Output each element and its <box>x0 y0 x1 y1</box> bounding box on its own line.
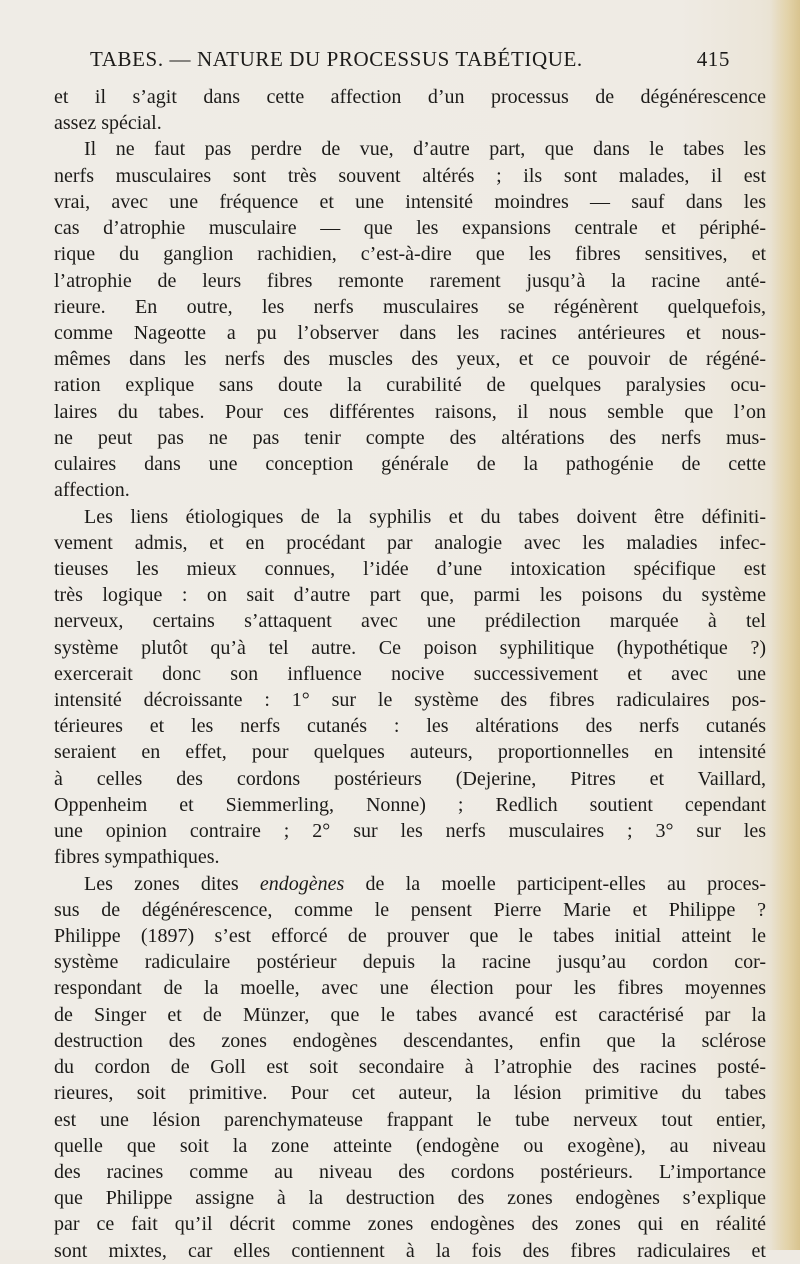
text-line: une opinion contraire ; 2° sur les nerfs musculaires ; 3° sur les <box>54 820 766 843</box>
text-line: mêmes dans les nerfs des muscles des yeux, et ce pouvoir de régéné- <box>54 348 766 371</box>
text-line: assez spécial. <box>54 112 162 135</box>
paragraph <box>54 504 766 871</box>
body-text <box>54 84 766 1264</box>
text-line: destruction des zones endogènes descendantes, enfin que la sclérose <box>54 1029 766 1052</box>
text-line: très logique : on sait d’autre part que, parmi les poisons du système <box>54 584 766 607</box>
text-line: Philippe (1897) s’est efforcé de prouver que le tabes initial atteint le <box>54 925 766 947</box>
text-line: vement admis, et en procédant par analogie avec les maladies infec- <box>54 531 766 554</box>
text-line: rieure. En outre, les nerfs musculaires se régénèrent quelquefois, <box>54 295 766 318</box>
text-line: vrai, avec une fréquence et une intensité moindres — sauf dans les <box>54 190 766 213</box>
text-line: nerveux, certains s’attaquent avec une prédilection marquée à tel <box>54 610 766 633</box>
text-run: de la moelle participent-elles au proces- <box>344 872 766 895</box>
text-line <box>54 871 766 897</box>
paragraph <box>54 84 766 136</box>
text-line: sont mixtes, car elles contiennent à la fois des fibres radiculaires et <box>54 1239 766 1262</box>
text-line: Il ne faut pas perdre de vue, d’autre part, que dans le tabes les <box>84 138 766 161</box>
text-line: système plutôt qu’à tel autre. Ce poison syphilitique (hypothétique ?) <box>54 636 766 659</box>
italic-term: endogènes <box>259 872 345 895</box>
text-line: culaires dans une conception générale de la pathogénie de cette <box>54 453 766 476</box>
text-line: que Philippe assigne à la destruction des zones endogènes s’explique <box>54 1187 766 1210</box>
text-line: l’atrophie de leurs fibres remonte rarement jusqu’à la racine anté- <box>54 269 766 292</box>
text-line: est une lésion parenchymateuse frappant le tube nerveux tout entier, <box>54 1108 766 1131</box>
text-line: affection. <box>54 479 130 502</box>
text-line: respondant de la moelle, avec une élection pour les fibres moyennes <box>54 977 766 1000</box>
text-line: exercerait donc son influence nocive successivement et avec une <box>54 662 766 685</box>
running-title: TABES. — NATURE DU PROCESSUS TABÉTIQUE. <box>90 47 583 71</box>
text-line: rique du ganglion rachidien, c’est-à-dire que les fibres sensitives, et <box>54 243 766 266</box>
text-line: cas d’atrophie musculaire — que les expansions centrale et périphé- <box>54 217 766 240</box>
text-line: ration explique sans doute la curabilité de quelques paralysies ocu- <box>54 374 766 397</box>
text-line: Oppenheim et Siemmerling, Nonne) ; Redlich soutient cependant <box>54 793 766 816</box>
text-line: tieuses les mieux connues, l’idée d’une intoxication spécifique est <box>54 557 766 580</box>
text-run: Les zones dites <box>84 872 260 895</box>
text-line: de Singer et de Münzer, que le tabes avancé est caractérisé par la <box>54 1003 766 1026</box>
text-line: fibres sympathiques. <box>54 846 220 869</box>
text-line: sus de dégénérescence, comme le pensent Pierre Marie et Philippe ? <box>54 898 766 921</box>
text-line: ne peut pas ne pas tenir compte des altérations des nerfs mus- <box>54 426 766 449</box>
text-line: système radiculaire postérieur depuis la racine jusqu’au cordon cor- <box>54 951 766 974</box>
text-line: du cordon de Goll est soit secondaire à l’atrophie des racines posté- <box>54 1056 766 1079</box>
text-line: laires du tabes. Pour ces différentes raisons, il nous semble que l’on <box>54 400 766 423</box>
page-header <box>90 47 730 77</box>
paragraph <box>54 136 766 503</box>
text-line: des racines comme au niveau des cordons postérieurs. L’importance <box>54 1160 766 1183</box>
text-line: Les liens étiologiques de la syphilis et du tabes doivent être définiti- <box>84 505 766 528</box>
text-line: seraient en effet, pour quelques auteurs, proportionnelles en intensité <box>54 741 766 764</box>
text-line: intensité décroissante : 1° sur le système des fibres radiculaires pos- <box>54 689 766 712</box>
paragraph <box>54 871 766 1264</box>
text-line: par ce fait qu’il décrit comme zones endogènes des zones qui en réalité <box>54 1213 766 1236</box>
page-number: 415 <box>696 47 730 71</box>
text-line: quelle que soit la zone atteinte (endogène ou exogène), au niveau <box>54 1134 766 1157</box>
text-line: rieures, soit primitive. Pour cet auteur, la lésion primitive du tabes <box>54 1082 766 1105</box>
text-line: térieures et les nerfs cutanés : les altérations des nerfs cutanés <box>54 715 766 738</box>
text-line: comme Nageotte a pu l’observer dans les racines antérieures et nous- <box>54 321 766 344</box>
text-line: à celles des cordons postérieurs (Dejerine, Pitres et Vaillard, <box>54 767 766 790</box>
page-edge-stain <box>770 0 800 1250</box>
text-line: et il s’agit dans cette affection d’un processus de dégénérescence <box>54 86 766 108</box>
text-line: nerfs musculaires sont très souvent altérés ; ils sont malades, il est <box>54 164 766 187</box>
